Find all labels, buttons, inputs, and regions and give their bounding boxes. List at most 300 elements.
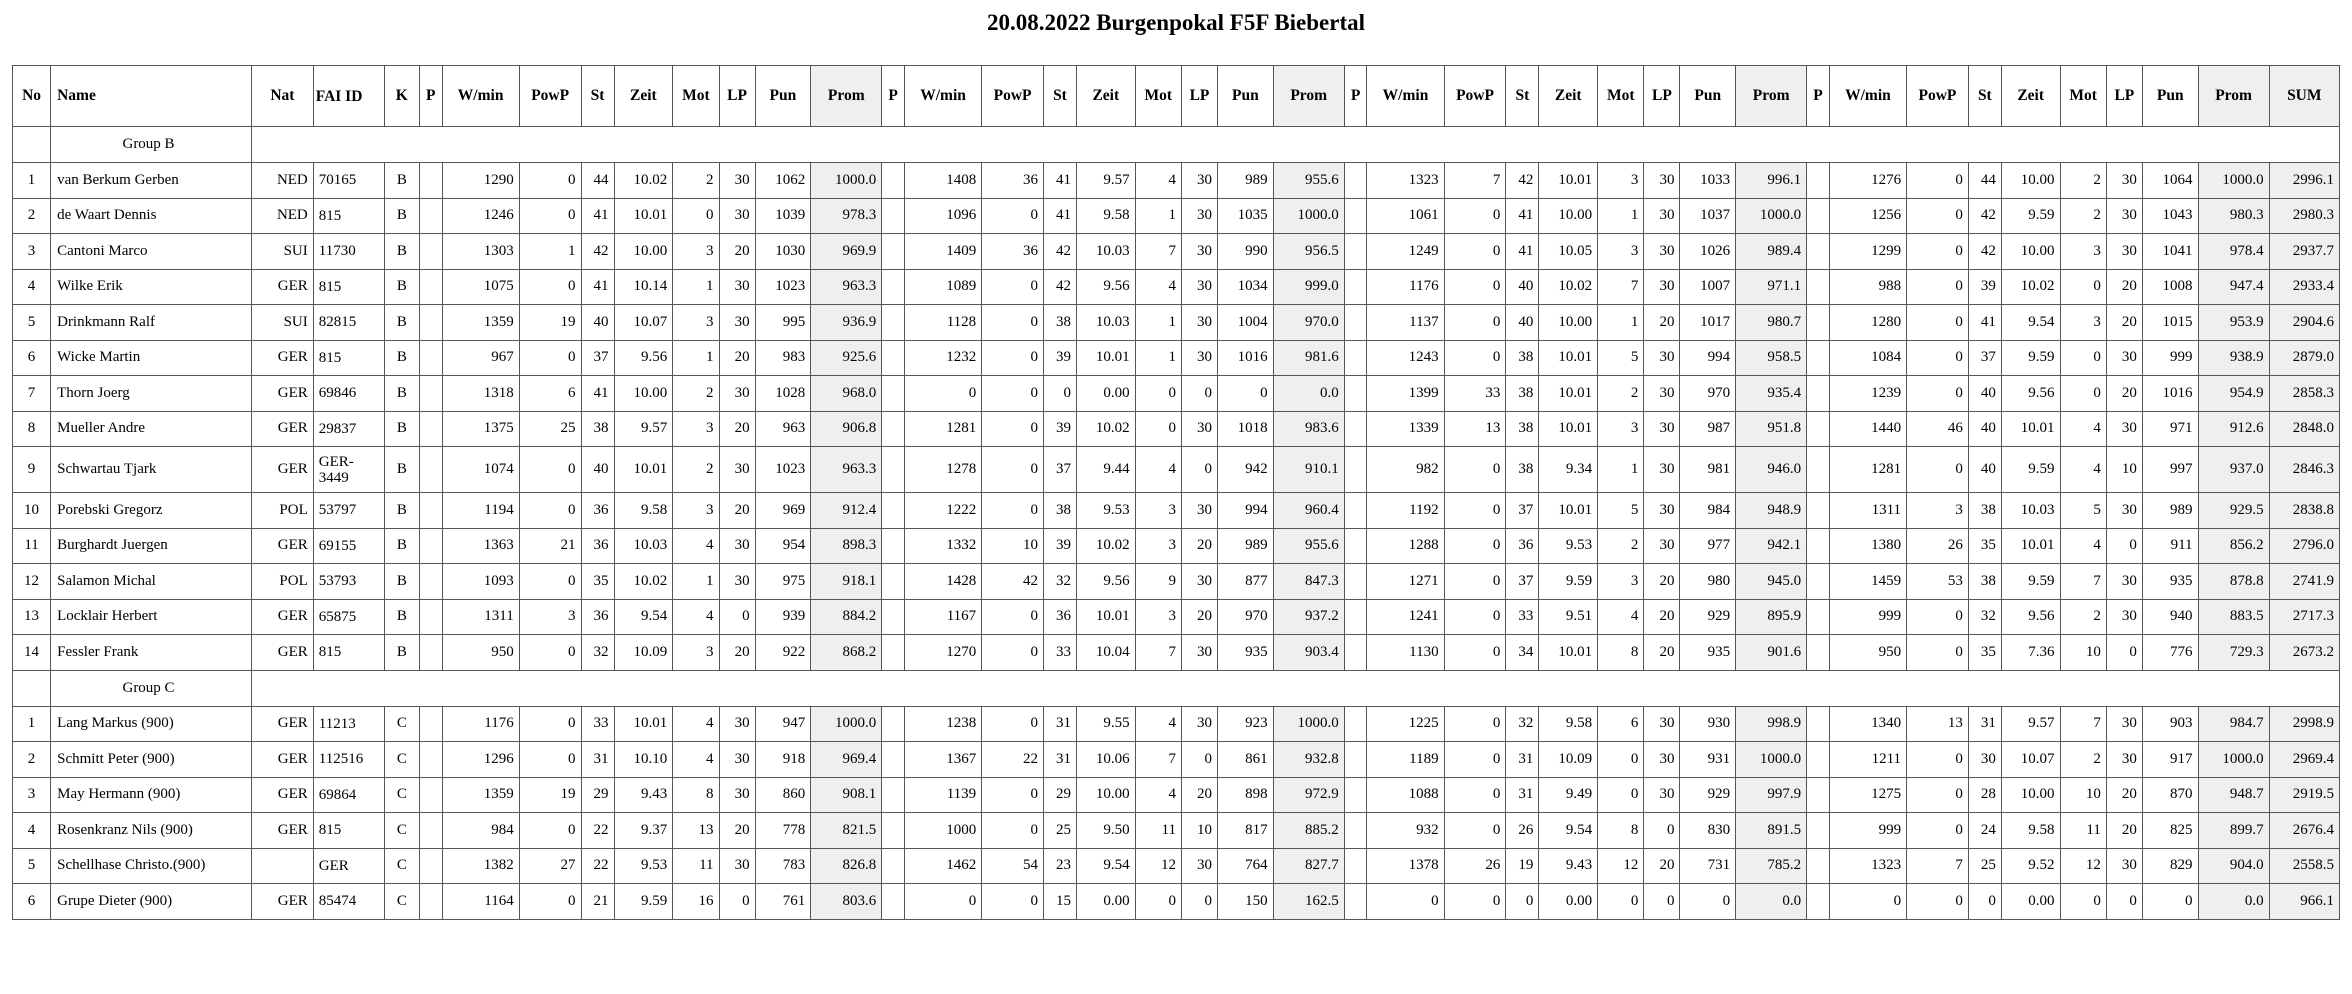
cell-w-min: 1238 [904,706,981,742]
cell-powp: 36 [982,163,1044,199]
cell-zeit: 9.49 [1539,777,1598,813]
cell-name: Drinkmann Ralf [51,305,252,341]
cell-zeit: 9.59 [2001,447,2060,493]
cell-no: 14 [13,635,51,671]
cell-zeit: 10.00 [1539,198,1598,234]
cell-zeit: 10.03 [614,528,673,564]
cell-powp: 0 [1907,742,1969,778]
cell-no: 9 [13,447,51,493]
cell-lp: 30 [1644,447,1680,493]
cell-w-min: 1281 [904,411,981,447]
cell-p [882,635,905,671]
cell-prom: 971.1 [1736,269,1807,305]
cell-prom: 868.2 [811,635,882,671]
cell-st: 0 [1506,884,1539,920]
cell-powp: 0 [519,884,581,920]
cell-mot: 7 [1135,742,1181,778]
cell-w-min: 1164 [442,884,519,920]
cell-p [1807,447,1830,493]
cell-name: Cantoni Marco [51,234,252,270]
column-header-sum-41: SUM [2269,66,2339,127]
cell-k: C [384,848,419,884]
cell-no: 1 [13,163,51,199]
cell-prom: 1000.0 [1273,706,1344,742]
cell-zeit: 10.04 [1076,635,1135,671]
cell-sum: 2969.4 [2269,742,2339,778]
cell-w-min: 984 [442,813,519,849]
cell-w-min: 1089 [904,269,981,305]
cell-k: C [384,884,419,920]
cell-mot: 8 [1598,635,1644,671]
cell-pun: 778 [755,813,811,849]
cell-zeit: 9.59 [2001,198,2060,234]
cell-w-min: 1340 [1829,706,1906,742]
cell-pun: 783 [755,848,811,884]
cell-lp: 30 [1644,706,1680,742]
cell-powp: 0 [1444,599,1506,635]
cell-lp: 30 [719,269,755,305]
cell-lp: 30 [2106,234,2142,270]
column-header-st-8: St [581,66,614,127]
cell-st: 37 [1043,447,1076,493]
cell-mot: 0 [673,198,719,234]
cell-st: 37 [1506,493,1539,529]
cell-prom: 969.4 [811,742,882,778]
cell-st: 31 [1968,706,2001,742]
cell-w-min: 932 [1367,813,1444,849]
column-header-lp-11: LP [719,66,755,127]
cell-k: B [384,564,419,600]
cell-pun: 0 [2142,884,2198,920]
cell-w-min: 1211 [1829,742,1906,778]
cell-zeit: 10.00 [1539,305,1598,341]
cell-zeit: 10.00 [2001,163,2060,199]
cell-nat: GER [251,528,313,564]
column-header-prom-13: Prom [811,66,882,127]
cell-powp: 26 [1907,528,1969,564]
cell-pun: 975 [755,564,811,600]
cell-w-min: 1232 [904,340,981,376]
cell-zeit: 10.01 [2001,411,2060,447]
cell-powp: 21 [519,528,581,564]
cell-mot: 3 [673,234,719,270]
cell-powp: 0 [1444,269,1506,305]
cell-st: 19 [1506,848,1539,884]
cell-powp: 0 [1444,813,1506,849]
cell-p [419,528,442,564]
cell-prom: 908.1 [811,777,882,813]
cell-prom: 989.4 [1736,234,1807,270]
cell-p [1807,234,1830,270]
cell-prom: 981.6 [1273,340,1344,376]
column-header-mot-37: Mot [2060,66,2106,127]
table-row [13,163,2340,199]
cell-st: 22 [581,813,614,849]
cell-zeit: 0.00 [1076,376,1135,412]
cell-p [1807,376,1830,412]
cell-mot: 9 [1135,564,1181,600]
table-row [13,813,2340,849]
cell-w-min: 1128 [904,305,981,341]
cell-lp: 20 [719,493,755,529]
cell-pun: 990 [1218,234,1274,270]
cell-w-min: 982 [1367,447,1444,493]
cell-fai-id: 69846 [313,376,384,412]
cell-zeit: 10.01 [1539,340,1598,376]
column-header-zeit-36: Zeit [2001,66,2060,127]
cell-w-min: 1270 [904,635,981,671]
cell-w-min: 1296 [442,742,519,778]
table-row [13,635,2340,671]
cell-p [1344,447,1367,493]
cell-no: 4 [13,813,51,849]
cell-st: 36 [581,493,614,529]
cell-powp: 0 [1907,813,1969,849]
cell-st: 38 [1506,411,1539,447]
cell-mot: 0 [2060,269,2106,305]
cell-nat: GER [251,599,313,635]
cell-mot: 3 [1598,234,1644,270]
cell-name: Schellhase Christo.(900) [51,848,252,884]
cell-zeit: 9.59 [1539,564,1598,600]
cell-pun: 939 [755,599,811,635]
cell-p [1344,376,1367,412]
cell-prom: 984.7 [2198,706,2269,742]
cell-w-min: 1378 [1367,848,1444,884]
cell-mot: 4 [1135,269,1181,305]
cell-p [882,493,905,529]
cell-st: 42 [581,234,614,270]
cell-w-min: 1246 [442,198,519,234]
cell-pun: 830 [1680,813,1736,849]
cell-w-min: 1139 [904,777,981,813]
cell-w-min: 1084 [1829,340,1906,376]
table-row [13,340,2340,376]
cell-p [1344,198,1367,234]
cell-mot: 2 [2060,163,2106,199]
cell-lp: 0 [1644,813,1680,849]
cell-w-min: 1318 [442,376,519,412]
column-header-pun-12: Pun [755,66,811,127]
cell-lp: 20 [2106,813,2142,849]
cell-nat: GER [251,447,313,493]
cell-lp: 30 [1181,493,1217,529]
cell-zeit: 10.00 [614,234,673,270]
cell-name: Fessler Frank [51,635,252,671]
cell-pun: 947 [755,706,811,742]
table-row [13,269,2340,305]
cell-prom: 935.4 [1736,376,1807,412]
cell-k: C [384,742,419,778]
cell-mot: 0 [2060,376,2106,412]
cell-zeit: 0.00 [1539,884,1598,920]
cell-st: 36 [1043,599,1076,635]
cell-p [1344,884,1367,920]
cell-zeit: 10.00 [614,376,673,412]
cell-powp: 0 [982,777,1044,813]
cell-pun: 877 [1218,564,1274,600]
cell-pun: 923 [1218,706,1274,742]
table-row [13,411,2340,447]
cell-pun: 1023 [755,269,811,305]
cell-zeit: 0.00 [2001,884,2060,920]
cell-st: 22 [581,848,614,884]
cell-st: 44 [581,163,614,199]
cell-fai-id: 85474 [313,884,384,920]
cell-lp: 30 [2106,706,2142,742]
cell-mot: 0 [1135,411,1181,447]
cell-p [1807,884,1830,920]
cell-lp: 20 [1644,635,1680,671]
cell-powp: 0 [1907,599,1969,635]
cell-powp: 0 [519,198,581,234]
cell-lp: 30 [2106,564,2142,600]
cell-pun: 1007 [1680,269,1736,305]
cell-p [882,269,905,305]
cell-lp: 20 [2106,269,2142,305]
cell-zeit: 9.51 [1539,599,1598,635]
cell-st: 41 [1506,234,1539,270]
cell-prom: 0.0 [1273,376,1344,412]
cell-nat: GER [251,269,313,305]
cell-mot: 2 [673,447,719,493]
cell-mot: 10 [2060,635,2106,671]
cell-w-min: 1280 [1829,305,1906,341]
cell-st: 38 [1968,564,2001,600]
cell-no: 3 [13,234,51,270]
cell-mot: 1 [1598,305,1644,341]
cell-zeit: 9.57 [2001,706,2060,742]
cell-powp: 0 [1907,269,1969,305]
cell-sum: 2741.9 [2269,564,2339,600]
cell-mot: 1 [673,564,719,600]
cell-powp: 0 [1444,198,1506,234]
cell-pun: 1028 [755,376,811,412]
cell-lp: 20 [719,234,755,270]
cell-powp: 33 [1444,376,1506,412]
cell-p [882,376,905,412]
cell-p [1807,635,1830,671]
cell-powp: 3 [519,599,581,635]
cell-st: 0 [1043,376,1076,412]
cell-sum: 2846.3 [2269,447,2339,493]
cell-fai-id: 69155 [313,528,384,564]
cell-lp: 30 [1644,742,1680,778]
cell-zeit: 10.06 [1076,742,1135,778]
cell-sum: 2676.4 [2269,813,2339,849]
cell-lp: 30 [1181,706,1217,742]
cell-p [1807,528,1830,564]
cell-prom: 945.0 [1736,564,1807,600]
cell-zeit: 10.01 [1539,635,1598,671]
cell-w-min: 0 [904,376,981,412]
cell-pun: 997 [2142,447,2198,493]
cell-zeit: 9.56 [1076,269,1135,305]
cell-k: B [384,599,419,635]
cell-st: 24 [1968,813,2001,849]
cell-powp: 42 [982,564,1044,600]
cell-nat: NED [251,198,313,234]
cell-prom: 904.0 [2198,848,2269,884]
cell-pun: 1062 [755,163,811,199]
table-row [13,305,2340,341]
cell-zeit: 10.14 [614,269,673,305]
cell-no: 11 [13,528,51,564]
column-header-st-35: St [1968,66,2001,127]
cell-powp: 0 [982,599,1044,635]
cell-w-min: 1367 [904,742,981,778]
cell-zeit: 10.07 [2001,742,2060,778]
cell-st: 35 [1968,528,2001,564]
cell-zeit: 10.01 [1539,163,1598,199]
cell-zeit: 9.59 [614,884,673,920]
cell-mot: 4 [1135,777,1181,813]
cell-name: Burghardt Juergen [51,528,252,564]
cell-sum: 2933.4 [2269,269,2339,305]
cell-st: 38 [581,411,614,447]
cell-lp: 30 [719,198,755,234]
cell-pun: 860 [755,777,811,813]
cell-nat: GER [251,411,313,447]
cell-p [419,742,442,778]
cell-pun: 969 [755,493,811,529]
cell-mot: 3 [673,305,719,341]
cell-w-min: 1290 [442,163,519,199]
cell-fai-id: 11213 [313,706,384,742]
cell-w-min: 1167 [904,599,981,635]
cell-name: Thorn Joerg [51,376,252,412]
cell-prom: 910.1 [1273,447,1344,493]
cell-k: B [384,411,419,447]
cell-pun: 1043 [2142,198,2198,234]
cell-nat: GER [251,813,313,849]
cell-fai-id: 11730 [313,234,384,270]
cell-pun: 989 [2142,493,2198,529]
cell-lp: 30 [719,777,755,813]
cell-st: 33 [1043,635,1076,671]
cell-name: Lang Markus (900) [51,706,252,742]
cell-no: 1 [13,706,51,742]
cell-lp: 20 [1644,305,1680,341]
cell-p [419,493,442,529]
cell-w-min: 999 [1829,599,1906,635]
cell-zeit: 9.37 [614,813,673,849]
column-header-st-17: St [1043,66,1076,127]
cell-sum: 2904.6 [2269,305,2339,341]
cell-p [882,340,905,376]
cell-pun: 1033 [1680,163,1736,199]
cell-st: 40 [581,447,614,493]
cell-powp: 0 [519,813,581,849]
cell-st: 37 [581,340,614,376]
cell-st: 41 [1043,163,1076,199]
cell-lp: 30 [2106,848,2142,884]
cell-k: B [384,163,419,199]
cell-p [1344,493,1367,529]
cell-pun: 970 [1680,376,1736,412]
cell-p [419,599,442,635]
cell-lp: 30 [1644,163,1680,199]
table-row [13,564,2340,600]
cell-st: 38 [1043,305,1076,341]
cell-lp: 20 [719,635,755,671]
cell-p [1344,742,1367,778]
cell-fai-id: GER-3449 [313,447,384,493]
cell-p [1807,163,1830,199]
cell-st: 29 [1043,777,1076,813]
cell-powp: 0 [982,635,1044,671]
cell-zeit: 9.43 [614,777,673,813]
cell-powp: 0 [1907,234,1969,270]
cell-pun: 150 [1218,884,1274,920]
cell-powp: 0 [519,564,581,600]
cell-powp: 0 [982,411,1044,447]
cell-sum: 2980.3 [2269,198,2339,234]
cell-lp: 20 [1181,599,1217,635]
cell-st: 34 [1506,635,1539,671]
cell-powp: 0 [1444,305,1506,341]
column-header-pun-39: Pun [2142,66,2198,127]
cell-lp: 20 [719,813,755,849]
cell-st: 38 [1043,493,1076,529]
cell-mot: 0 [1598,742,1644,778]
cell-zeit: 9.56 [1076,564,1135,600]
cell-mot: 12 [2060,848,2106,884]
column-header-zeit-27: Zeit [1539,66,1598,127]
cell-prom: 821.5 [811,813,882,849]
cell-powp: 0 [1444,493,1506,529]
cell-w-min: 1239 [1829,376,1906,412]
cell-zeit: 10.02 [614,564,673,600]
cell-pun: 922 [755,635,811,671]
cell-pun: 861 [1218,742,1274,778]
cell-pun: 1004 [1218,305,1274,341]
cell-st: 15 [1043,884,1076,920]
cell-mot: 3 [673,635,719,671]
cell-w-min: 1288 [1367,528,1444,564]
cell-p [419,234,442,270]
cell-mot: 0 [1135,884,1181,920]
cell-w-min: 1399 [1367,376,1444,412]
cell-zeit: 9.34 [1539,447,1598,493]
cell-lp: 20 [1644,848,1680,884]
cell-no: 12 [13,564,51,600]
cell-powp: 0 [519,269,581,305]
cell-lp: 30 [719,376,755,412]
cell-mot: 0 [1598,884,1644,920]
cell-mot: 3 [2060,234,2106,270]
column-header-pun-30: Pun [1680,66,1736,127]
cell-powp: 3 [1907,493,1969,529]
cell-zeit: 10.10 [614,742,673,778]
group-empty-cell [251,670,2339,706]
cell-powp: 26 [1444,848,1506,884]
cell-name: Mueller Andre [51,411,252,447]
cell-name: van Berkum Gerben [51,163,252,199]
cell-no: 7 [13,376,51,412]
cell-mot: 0 [1135,376,1181,412]
cell-mot: 1 [1598,447,1644,493]
cell-pun: 983 [755,340,811,376]
cell-p [1344,234,1367,270]
cell-mot: 3 [1135,599,1181,635]
cell-prom: 929.5 [2198,493,2269,529]
cell-pun: 980 [1680,564,1736,600]
table-body [13,127,2340,920]
cell-powp: 0 [1444,635,1506,671]
cell-powp: 0 [519,447,581,493]
cell-w-min: 1249 [1367,234,1444,270]
